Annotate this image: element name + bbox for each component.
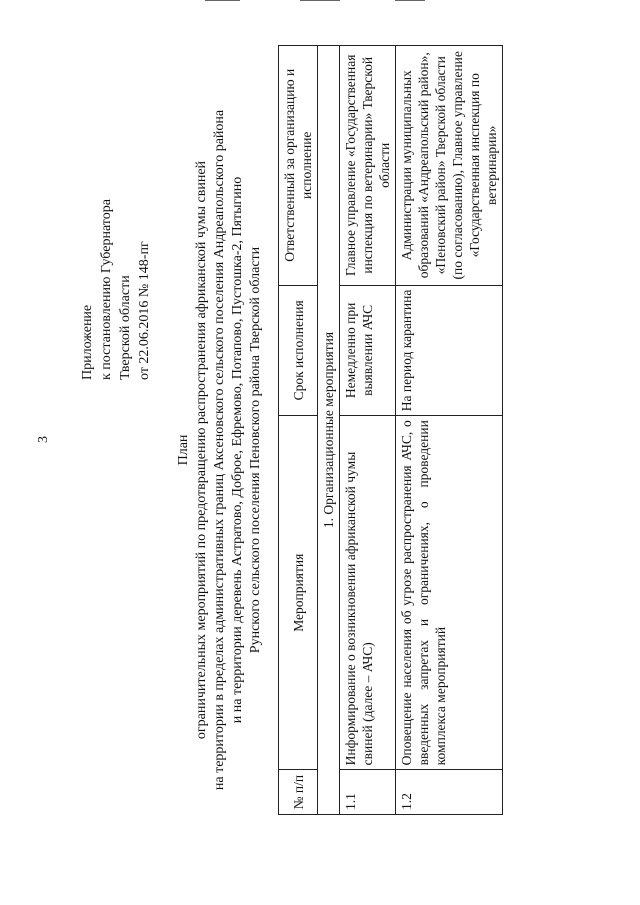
row-responsible: Главное управление «Государственная инспекция по ветеринарии» Тверской области (340, 46, 396, 286)
plan-table (278, 45, 503, 815)
table-row (396, 46, 503, 815)
header-responsible: Ответственный за организацию и исполнение (279, 46, 318, 286)
plan-title-line: Рунского сельского поселения Пеновского района Тверской области (248, 246, 263, 654)
row-num: 1.1 (340, 770, 396, 815)
header-activity: Мероприятия (279, 416, 318, 770)
appendix-block (78, 199, 154, 380)
page-number: 3 (36, 436, 51, 443)
row-activity: Оповещение населения об угрозе распространения АЧС, о введенных запретах и ограничениях, о проведении комплекса мероприятий (396, 416, 503, 770)
row-term: Немедленно при выявлении АЧС (340, 285, 396, 416)
row-responsible: Администрации муниципальных образований «Андреапольский район», «Пеновский район» Тверской области (по согласованию), Главное управление «Государственная инспекция по ветеринарии» (396, 46, 503, 286)
row-activity: Информирование о возникновении африканской чумы свиней (далее – АЧС) (340, 416, 396, 770)
appendix-line: к постановлению Губернатора (99, 199, 114, 380)
plan-title-line: ограничительных мероприятий по предотвращению распространения африканской чумы свиней (194, 160, 209, 740)
appendix-line: Тверской области (118, 275, 133, 380)
plan-title-line: на территории в пределах административных границ Аксеновского сельского поселения Андреапольского района (212, 109, 227, 791)
header-num: № п/п (279, 770, 318, 815)
row-num: 1.2 (396, 770, 503, 815)
row-term: На период карантина (396, 285, 503, 416)
appendix-line: от 22.06.2016 № 148-пг (137, 241, 152, 380)
plan-title (175, 35, 265, 865)
plan-heading: План (176, 434, 191, 466)
header-term: Срок исполнения (279, 285, 318, 416)
section-title: 1. Организационные мероприятия (318, 46, 340, 815)
table-row (340, 46, 396, 815)
appendix-line: Приложение (80, 304, 95, 380)
plan-title-line: и на территории деревень Астратово, Доброе, Ефремово, Потапово, Пустошка-2, Пятыгино (230, 176, 245, 724)
table-header-row (279, 46, 318, 815)
section-row (318, 46, 340, 815)
